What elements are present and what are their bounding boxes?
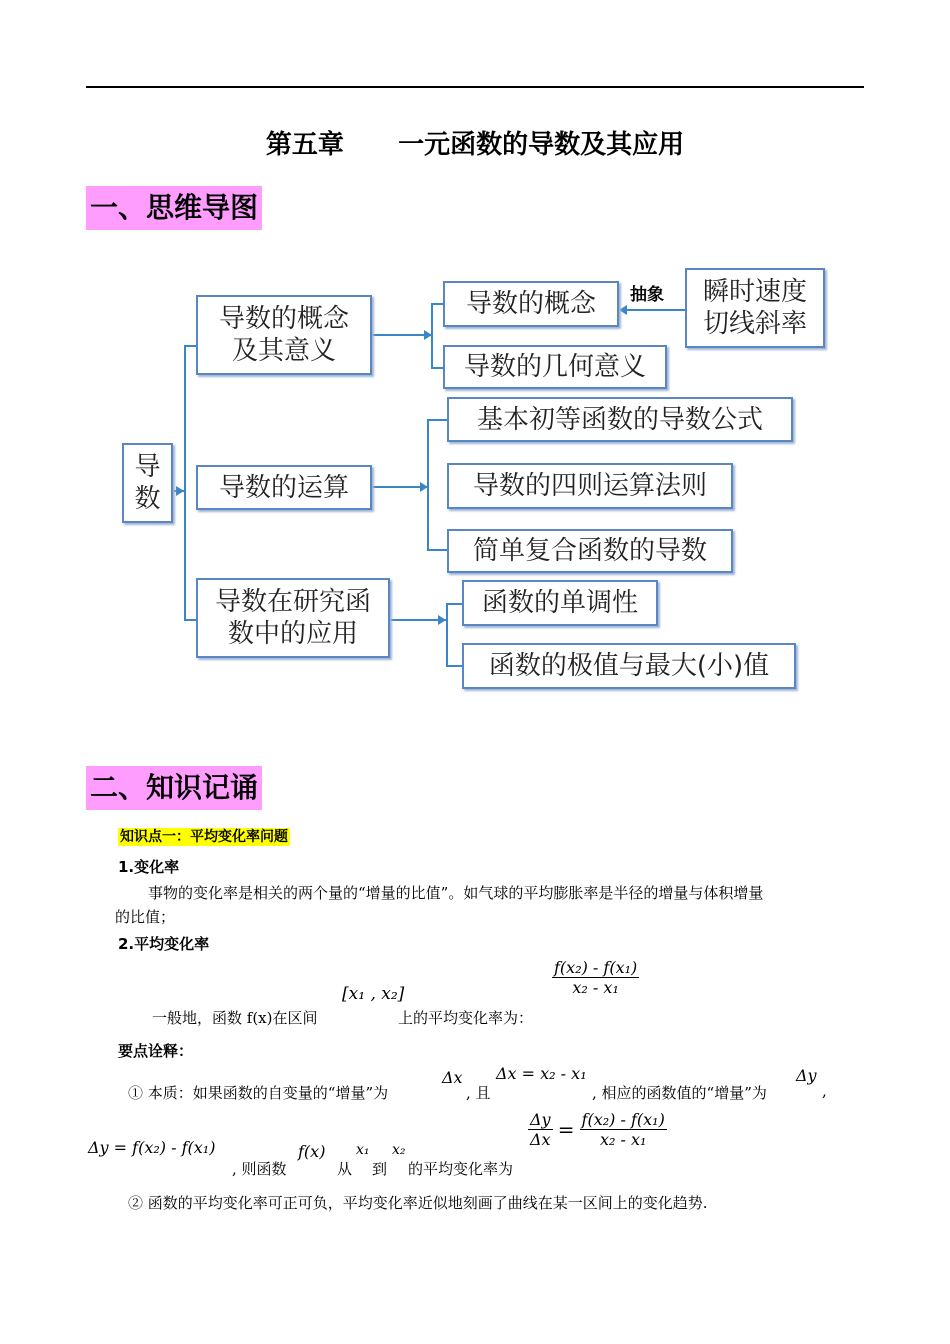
mindmap-node-arithmetic-rules: 导数的四则运算法则	[447, 463, 733, 509]
x1-symbol: x₁	[356, 1142, 370, 1158]
note1-text-a: ① 本质：如果函数的自变量的“增量”为	[128, 1084, 389, 1102]
arrow-icon	[438, 615, 446, 625]
connector	[184, 619, 196, 621]
note1-text-d: , 则函数	[232, 1160, 287, 1178]
connector	[446, 603, 448, 667]
connector	[625, 309, 685, 311]
chapter-title: 第五章 一元函数的导数及其应用	[265, 130, 685, 160]
paragraph-rate-1: 事物的变化率是相关的两个量的“增量的比值”。如气球的平均膨胀率是半径的增量与体积增量	[148, 884, 764, 902]
mindmap-node-concept: 导数的概念	[443, 281, 619, 327]
formula-denominator: x₂ - x₁	[572, 978, 619, 997]
ratio-rhs-numerator: f(x₂) - f(x₁)	[581, 1110, 665, 1129]
equals-sign: =	[557, 1117, 575, 1142]
mindmap-node-geometric: 导数的几何意义	[443, 345, 667, 389]
connector	[427, 419, 429, 551]
subheading-rate: 1.变化率	[118, 858, 180, 876]
mindmap-branch-concept: 导数的概念及其意义	[196, 295, 372, 375]
mindmap-node-composite: 简单复合函数的导数	[447, 529, 733, 573]
note1-text-b: , 且	[466, 1084, 491, 1102]
ratio-numerator: Δy	[530, 1110, 551, 1129]
delta-y-definition: Δy = f(x₂) - f(x₁)	[88, 1138, 216, 1157]
header-rule	[86, 86, 864, 88]
paragraph-rate-2: 的比值；	[115, 908, 176, 926]
connector	[372, 334, 432, 336]
note1-comma: ,	[822, 1082, 827, 1100]
delta-y: Δy	[796, 1066, 817, 1085]
knowledge-point-label: 知识点一：平均变化率问题	[120, 829, 288, 845]
connector	[427, 419, 447, 421]
ratio-rhs-denominator: x₂ - x₁	[599, 1130, 647, 1149]
note2-text: ② 函数的平均变化率可正可负，平均变化率近似地刻画了曲线在某一区间上的变化趋势.	[128, 1194, 708, 1212]
connector	[446, 603, 462, 605]
connector	[431, 303, 433, 369]
mindmap-node-monotonicity: 函数的单调性	[462, 580, 658, 626]
note1-text-c: , 相应的函数值的“增量”为	[592, 1084, 767, 1102]
interval: [x₁ , x₂]	[342, 984, 405, 1004]
section-heading-knowledge: 二、知识记诵	[86, 766, 262, 810]
avg-rate-formula	[552, 958, 639, 997]
mindmap-node-abstract-source: 瞬时速度切线斜率	[685, 268, 825, 348]
x2-symbol: x₂	[392, 1142, 406, 1158]
avg-rate-text-b: 上的平均变化率为：	[398, 1009, 534, 1027]
connector	[431, 303, 443, 305]
note1-from: 从	[337, 1160, 353, 1178]
function-fx: f(x)	[298, 1142, 326, 1161]
subheading-average-rate: 2.平均变化率	[118, 935, 210, 953]
section-heading-mindmap: 一、思维导图	[86, 186, 262, 230]
delta-x: Δx	[442, 1068, 463, 1087]
arrow-icon	[176, 486, 184, 496]
delta-x-definition: Δx = x₂ - x₁	[496, 1064, 587, 1083]
avg-rate-text-a: 一般地，函数 f(x)在区间	[152, 1009, 318, 1027]
connector	[184, 345, 186, 621]
kp-label-wrap	[118, 826, 290, 846]
connector	[184, 345, 196, 347]
mindmap-branch-operations: 导数的运算	[196, 465, 372, 510]
formula-numerator: f(x₂) - f(x₁)	[554, 958, 638, 977]
ratio-formula	[528, 1110, 667, 1149]
arrow-left-icon	[619, 305, 627, 315]
mindmap-node-extrema: 函数的极值与最大(小)值	[462, 643, 796, 689]
mindmap-branch-applications: 导数在研究函数中的应用	[196, 578, 390, 658]
connector	[431, 367, 443, 369]
abstract-label: 抽象	[630, 285, 664, 305]
mindmap-root: 导数	[122, 443, 173, 523]
note1-to: 到	[372, 1160, 388, 1178]
connector	[427, 549, 447, 551]
note1-text-e: 的平均变化率为	[408, 1160, 514, 1178]
connector	[446, 665, 462, 667]
ratio-denominator: Δx	[530, 1130, 551, 1149]
notes-heading: 要点诠释：	[118, 1042, 194, 1060]
mindmap-node-basic-formulas: 基本初等函数的导数公式	[447, 397, 793, 442]
